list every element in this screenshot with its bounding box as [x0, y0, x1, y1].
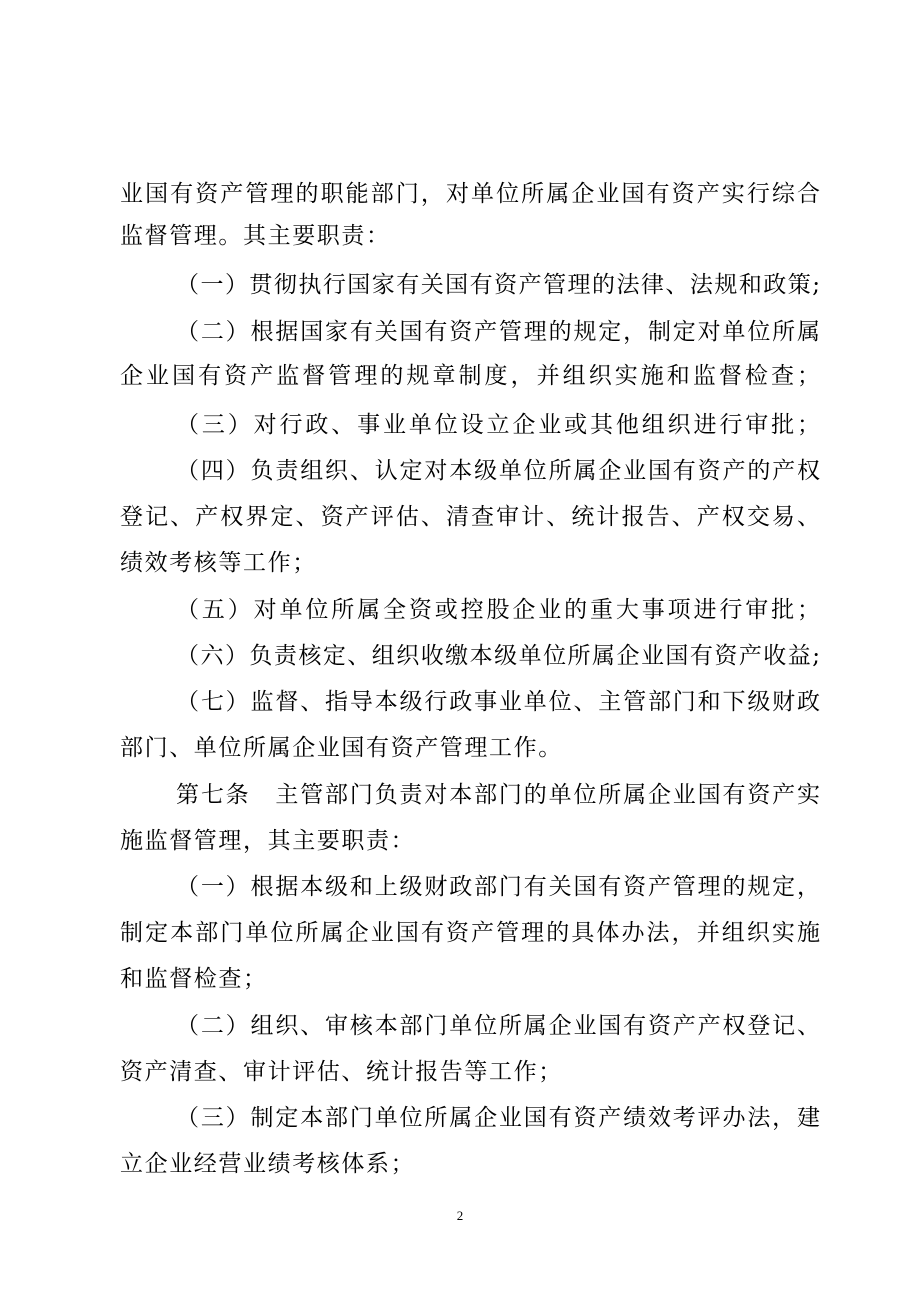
text-line: （七）监督、指导本级行政事业单位、主管部门和下级财政 — [176, 689, 820, 715]
text-line: （三）制定本部门单位所属企业国有资产绩效考评办法，建 — [176, 1105, 820, 1131]
text-line: （一）贯彻执行国家有关国有资产管理的法律、法规和政策; — [176, 272, 820, 298]
text-line: 制定本部门单位所属企业国有资产管理的具体办法，并组织实施 — [120, 920, 820, 946]
text-line: 监督管理。其主要职责： — [120, 223, 391, 249]
text-line: （六）负责核定、组织收缴本级单位所属企业国有资产收益; — [176, 643, 820, 669]
text-line: 登记、产权界定、资产评估、清查审计、统计报告、产权交易、 — [120, 504, 820, 530]
text-line: 和监督检查； — [120, 966, 268, 992]
text-line: 资产清查、审计评估、统计报告等工作； — [120, 1059, 563, 1085]
text-line: （二）组织、审核本部门单位所属企业国有资产产权登记、 — [176, 1013, 820, 1039]
text-line: 绩效考核等工作； — [120, 550, 317, 576]
page-number: 2 — [456, 1208, 464, 1223]
text-line: 部门、单位所属企业国有资产管理工作。 — [120, 735, 563, 761]
text-line: （一）根据本级和上级财政部门有关国有资产管理的规定， — [176, 874, 820, 900]
text-line: （五）对单位所属全资或控股企业的重大事项进行审批； — [176, 597, 820, 623]
text-line: 施监督管理，其主要职责： — [120, 828, 416, 854]
text-line: 业国有资产管理的职能部门，对单位所属企业国有资产实行综合 — [120, 181, 820, 207]
text-line: （四）负责组织、认定对本级单位所属企业国有资产的产权 — [176, 458, 820, 484]
text-line: 立企业经营业绩考核体系； — [120, 1151, 416, 1177]
text-line: 企业国有资产监督管理的规章制度，并组织实施和监督检查； — [120, 363, 820, 389]
text-line: （二）根据国家有关国有资产管理的规定，制定对单位所属 — [176, 319, 820, 345]
article-heading-line: 第七条 主管部门负责对本部门的单位所属企业国有资产实 — [176, 782, 820, 808]
text-line: （三）对行政、事业单位设立企业或其他组织进行审批； — [176, 412, 820, 438]
